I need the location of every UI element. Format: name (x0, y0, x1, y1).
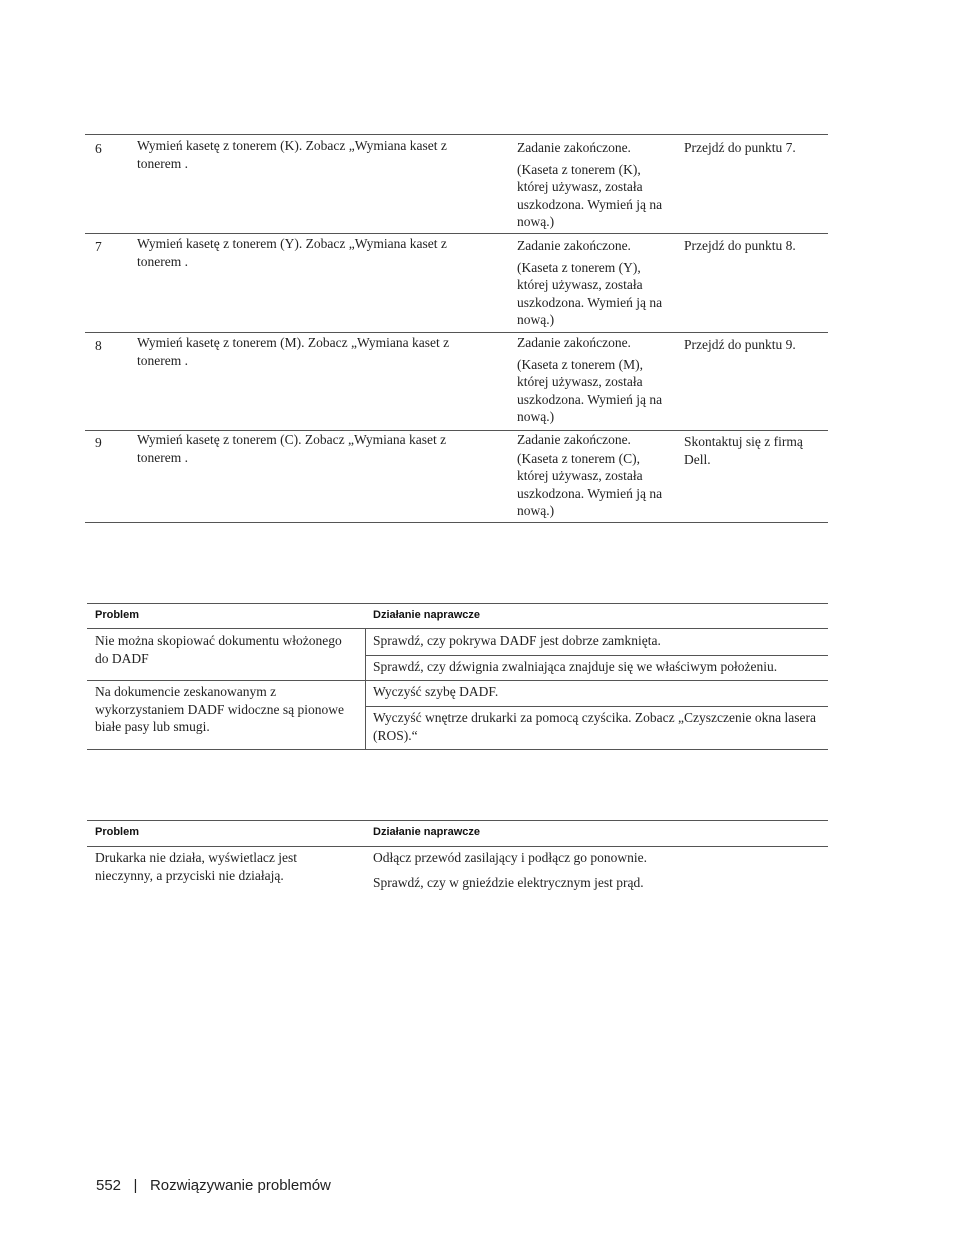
step-action (137, 334, 507, 369)
power-problems-table (87, 820, 828, 900)
step-next: Przejdź do punktu 7. (684, 140, 796, 155)
corrective-action: Sprawdź, czy w gnieździe elektrycznym jest prąd. (373, 875, 644, 890)
result-status: Zadanie zakończone. (517, 140, 631, 155)
step-number: 9 (95, 435, 102, 450)
step-next: Przejdź do punktu 8. (684, 238, 796, 253)
step-action-line: tonerem . (137, 449, 188, 465)
footer-separator: | (133, 1177, 138, 1194)
table-rule (87, 846, 828, 847)
step-action-line: Wymień kasetę z tonerem (Y). Zobacz „Wymiana kaset z (137, 236, 447, 251)
step-number: 6 (95, 141, 102, 156)
table-row-divider (365, 655, 828, 656)
column-header-action: Działanie naprawcze (373, 609, 480, 621)
column-header-problem: Problem (95, 609, 140, 621)
step-action-line: tonerem . (137, 253, 188, 269)
troubleshooting-steps-table (85, 134, 828, 523)
table-row-divider (87, 680, 828, 681)
step-action (137, 235, 507, 270)
table-rule (87, 749, 828, 750)
problem-text: Drukarka nie działa, wyświetlacz jest nieczynny, a przyciski nie działają. (95, 850, 298, 883)
corrective-action: Sprawdź, czy dźwignia zwalniająca znajduje się we właściwym położeniu. (373, 659, 778, 674)
problem-text: Na dokumencie zeskanowanym z wykorzystaniem DADF widoczne są pionowe białe pasy lub smugi. (95, 684, 344, 734)
corrective-action: Sprawdź, czy pokrywa DADF jest dobrze zamknięta. (373, 633, 661, 648)
result-note: (Kaseta z tonerem (K), której używasz, została uszkodzona. Wymień ją na nową.) (517, 161, 663, 229)
problem-text: Nie można skopiować dokumentu włożonego do DADF (95, 633, 342, 666)
result-note: (Kaseta z tonerem (C), której używasz, została uszkodzona. Wymień ją na nową.) (517, 450, 663, 518)
table-rule (87, 603, 828, 604)
column-header-problem: Problem (95, 826, 140, 838)
result-status: Zadanie zakończone. (517, 335, 631, 350)
step-result (517, 237, 672, 333)
step-action-line: Wymień kasetę z tonerem (C). Zobacz „Wymiana kaset z (137, 432, 447, 447)
result-status: Zadanie zakończone. (517, 432, 631, 447)
table-rule (87, 628, 828, 629)
step-action-line: tonerem . (137, 352, 188, 368)
section-title: Rozwiązywanie problemów (149, 1177, 331, 1194)
table-rule (87, 820, 828, 821)
table-row-divider (85, 332, 828, 333)
table-row-divider (365, 706, 828, 707)
step-action (137, 137, 507, 172)
step-number: 8 (95, 338, 102, 353)
step-next: Skontaktuj się z firmą Dell. (684, 434, 803, 467)
step-result (517, 139, 672, 235)
result-note: (Kaseta z tonerem (Y), której używasz, została uszkodzona. Wymień ją na nową.) (517, 259, 663, 327)
corrective-action: Odłącz przewód zasilający i podłącz go ponownie. (373, 850, 648, 865)
step-action (137, 431, 507, 466)
table-rule (85, 134, 828, 135)
column-header-action: Działanie naprawcze (373, 826, 480, 838)
corrective-action: Wyczyść wnętrze drukarki za pomocą czyścika. Zobacz „Czyszczenie okna lasera (ROS).“ (373, 710, 816, 743)
result-status: Zadanie zakończone. (517, 238, 631, 253)
page-footer (96, 1177, 331, 1194)
result-note: (Kaseta z tonerem (M), której używasz, została uszkodzona. Wymień ją na nową.) (517, 356, 663, 424)
step-result (517, 431, 672, 524)
step-action-line: Wymień kasetę z tonerem (M). Zobacz „Wymiana kaset z (137, 335, 450, 350)
column-divider (365, 628, 366, 749)
dadf-problems-table (87, 603, 828, 750)
page-number: 552 (96, 1177, 122, 1194)
step-number: 7 (95, 239, 102, 254)
corrective-action: Wyczyść szybę DADF. (373, 684, 499, 699)
table-rule (85, 522, 828, 523)
step-action-line: tonerem . (137, 155, 188, 171)
step-action-line: Wymień kasetę z tonerem (K). Zobacz „Wymiana kaset z (137, 138, 447, 153)
step-result (517, 334, 672, 430)
table-row-divider (85, 233, 828, 234)
step-next: Przejdź do punktu 9. (684, 337, 796, 352)
